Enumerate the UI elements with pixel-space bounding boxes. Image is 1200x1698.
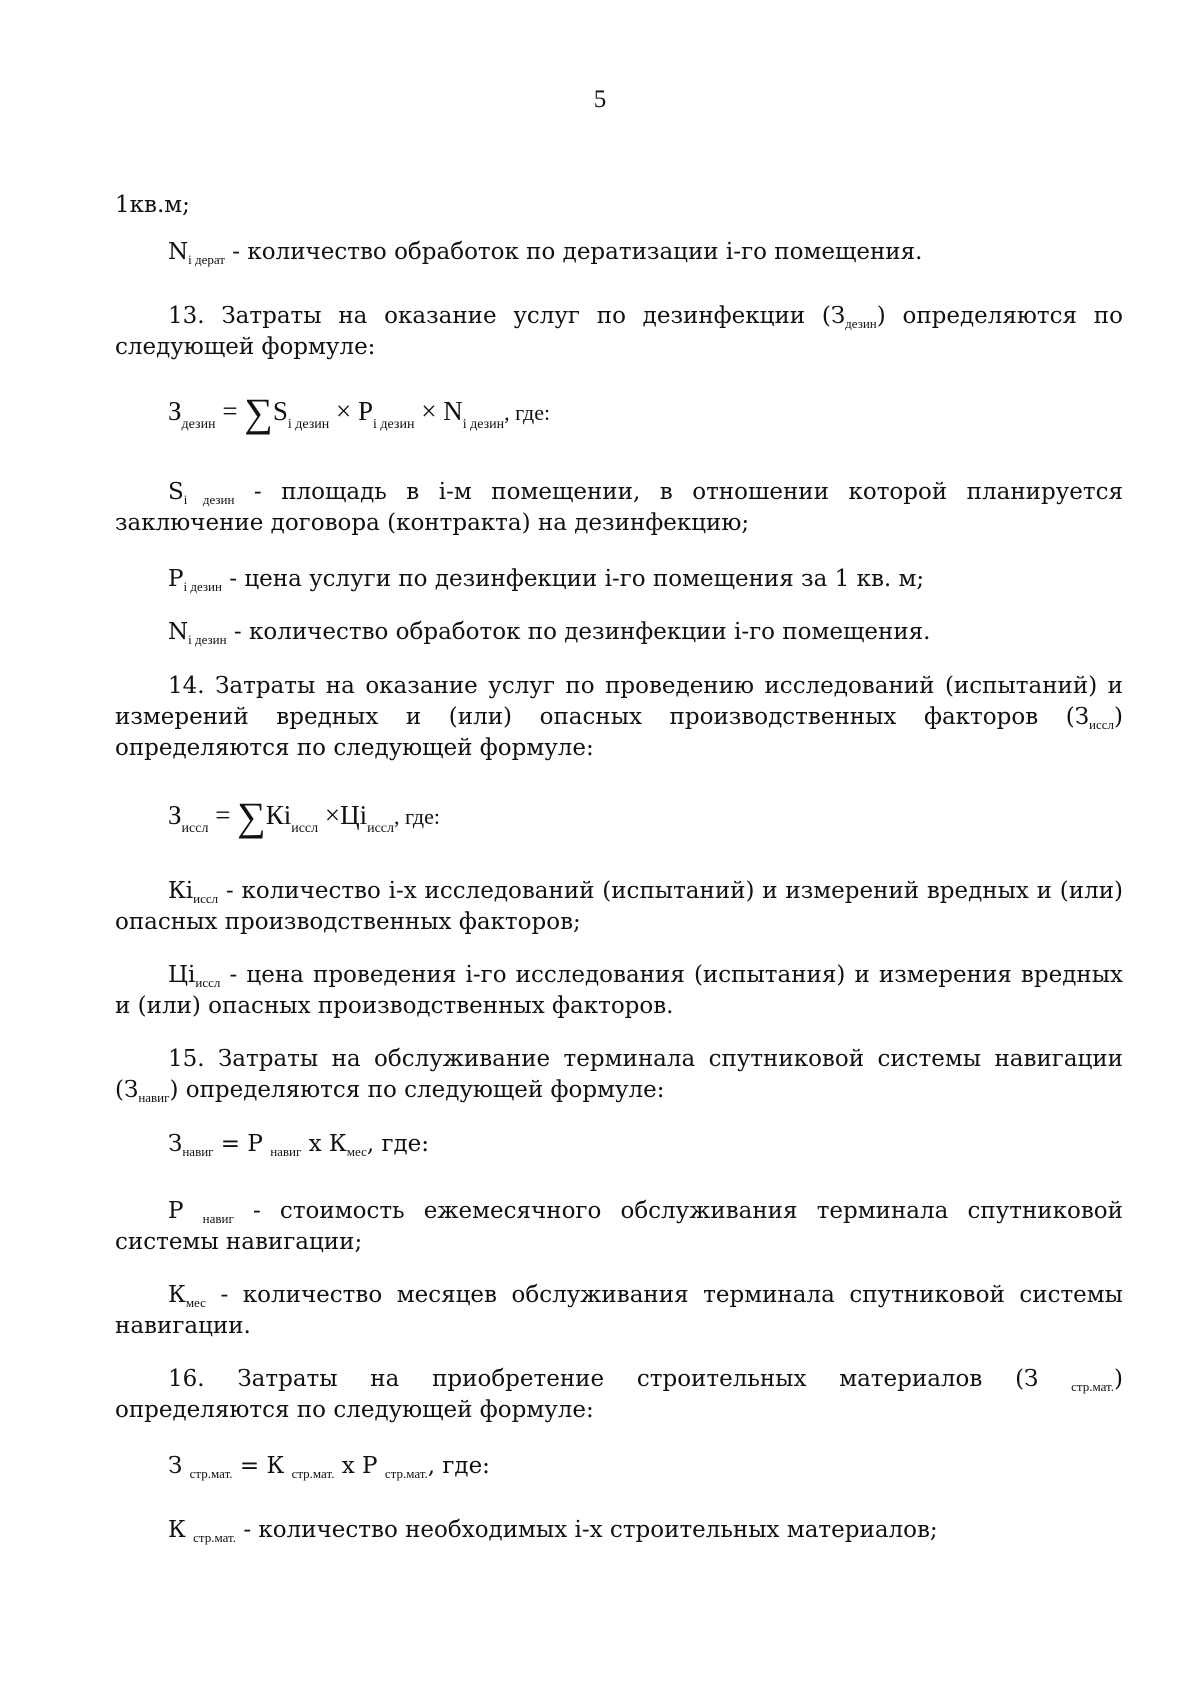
paragraph-14: 14. Затраты на оказание услуг по проведению исследований (испытаний) и измерений вредных и (или) опасных производственных факторов $(З_{иссл})$ определяются по следующей формуле: xyxy=(115,673,1123,761)
formula-dezinfection: $З_{дезин} = \sum S_{i дезин} \times P_{i дезин} \times N_{i дезин}$, где: xyxy=(168,390,551,435)
definition-k-mes: $К_{мес}$ - количество месяцев обслуживания терминала спутниковой системы навигации. xyxy=(115,1282,1123,1339)
definition-n-dezin: $N_{i дезин}$ - количество обработок по дезинфекции i-го помещения. xyxy=(168,619,931,647)
formula-navigation: $З_{навиг} = P$ $_{навиг}$ x $К_{мес}$, где: xyxy=(168,1131,430,1159)
definition-p-navig: P $_{навиг}$ - стоимость ежемесячного обслуживания терминала спутниковой системы навигации; xyxy=(115,1198,1123,1255)
formula-research: $З_{иссл} = \sum Кi_{иссл} \times Цi_{иссл}$, где: xyxy=(168,794,440,839)
formula-construction-materials: З $_{стр.мат.}$ = К $_{стр.мат.}$ x P $_{стр.мат.}$, где: xyxy=(168,1453,490,1481)
definition-p-dezin: $P_{i дезин}$ - цена услуги по дезинфекции i-го помещения за 1 кв. м; xyxy=(168,566,925,594)
page-number: 5 xyxy=(593,86,607,113)
definition-s-dezin: $S_{i дезин}$ - площадь в i-м помещении, в отношении которой планируется заключение договора (контракта) на дезинфекцию; xyxy=(115,479,1123,536)
definition-k-strmat: К $_{стр.мат.}$ - количество необходимых i-х строительных материалов; xyxy=(168,1517,938,1545)
paragraph-15: 15. Затраты на обслуживание терминала спутниковой системы навигации $(З_{навиг})$ определяются по следующей формуле: xyxy=(115,1046,1123,1105)
paragraph-13: 13. Затраты на оказание услуг по дезинфекции $(З_{дезин})$ определяются по следующей формуле: xyxy=(115,303,1123,360)
paragraph-16: 16. Затраты на приобретение строительных материалов (З $_{стр.мат.}$) определяются по следующей формуле: xyxy=(115,1366,1123,1423)
top-fragment: 1кв.м; xyxy=(115,192,190,218)
definition-n-derat: $N_{i дерат}$ - количество обработок по дератизации i-го помещения. xyxy=(168,239,923,267)
definition-c-issl: $Цi_{иссл}$ - цена проведения i-го исследования (испытания) и измерения вредных и (или) опасных производственных факторов. xyxy=(115,962,1123,1019)
definition-k-issl: $Кi_{иссл}$ - количество i-х исследований (испытаний) и измерений вредных и (или) опасных производственных факторов; xyxy=(115,878,1123,935)
